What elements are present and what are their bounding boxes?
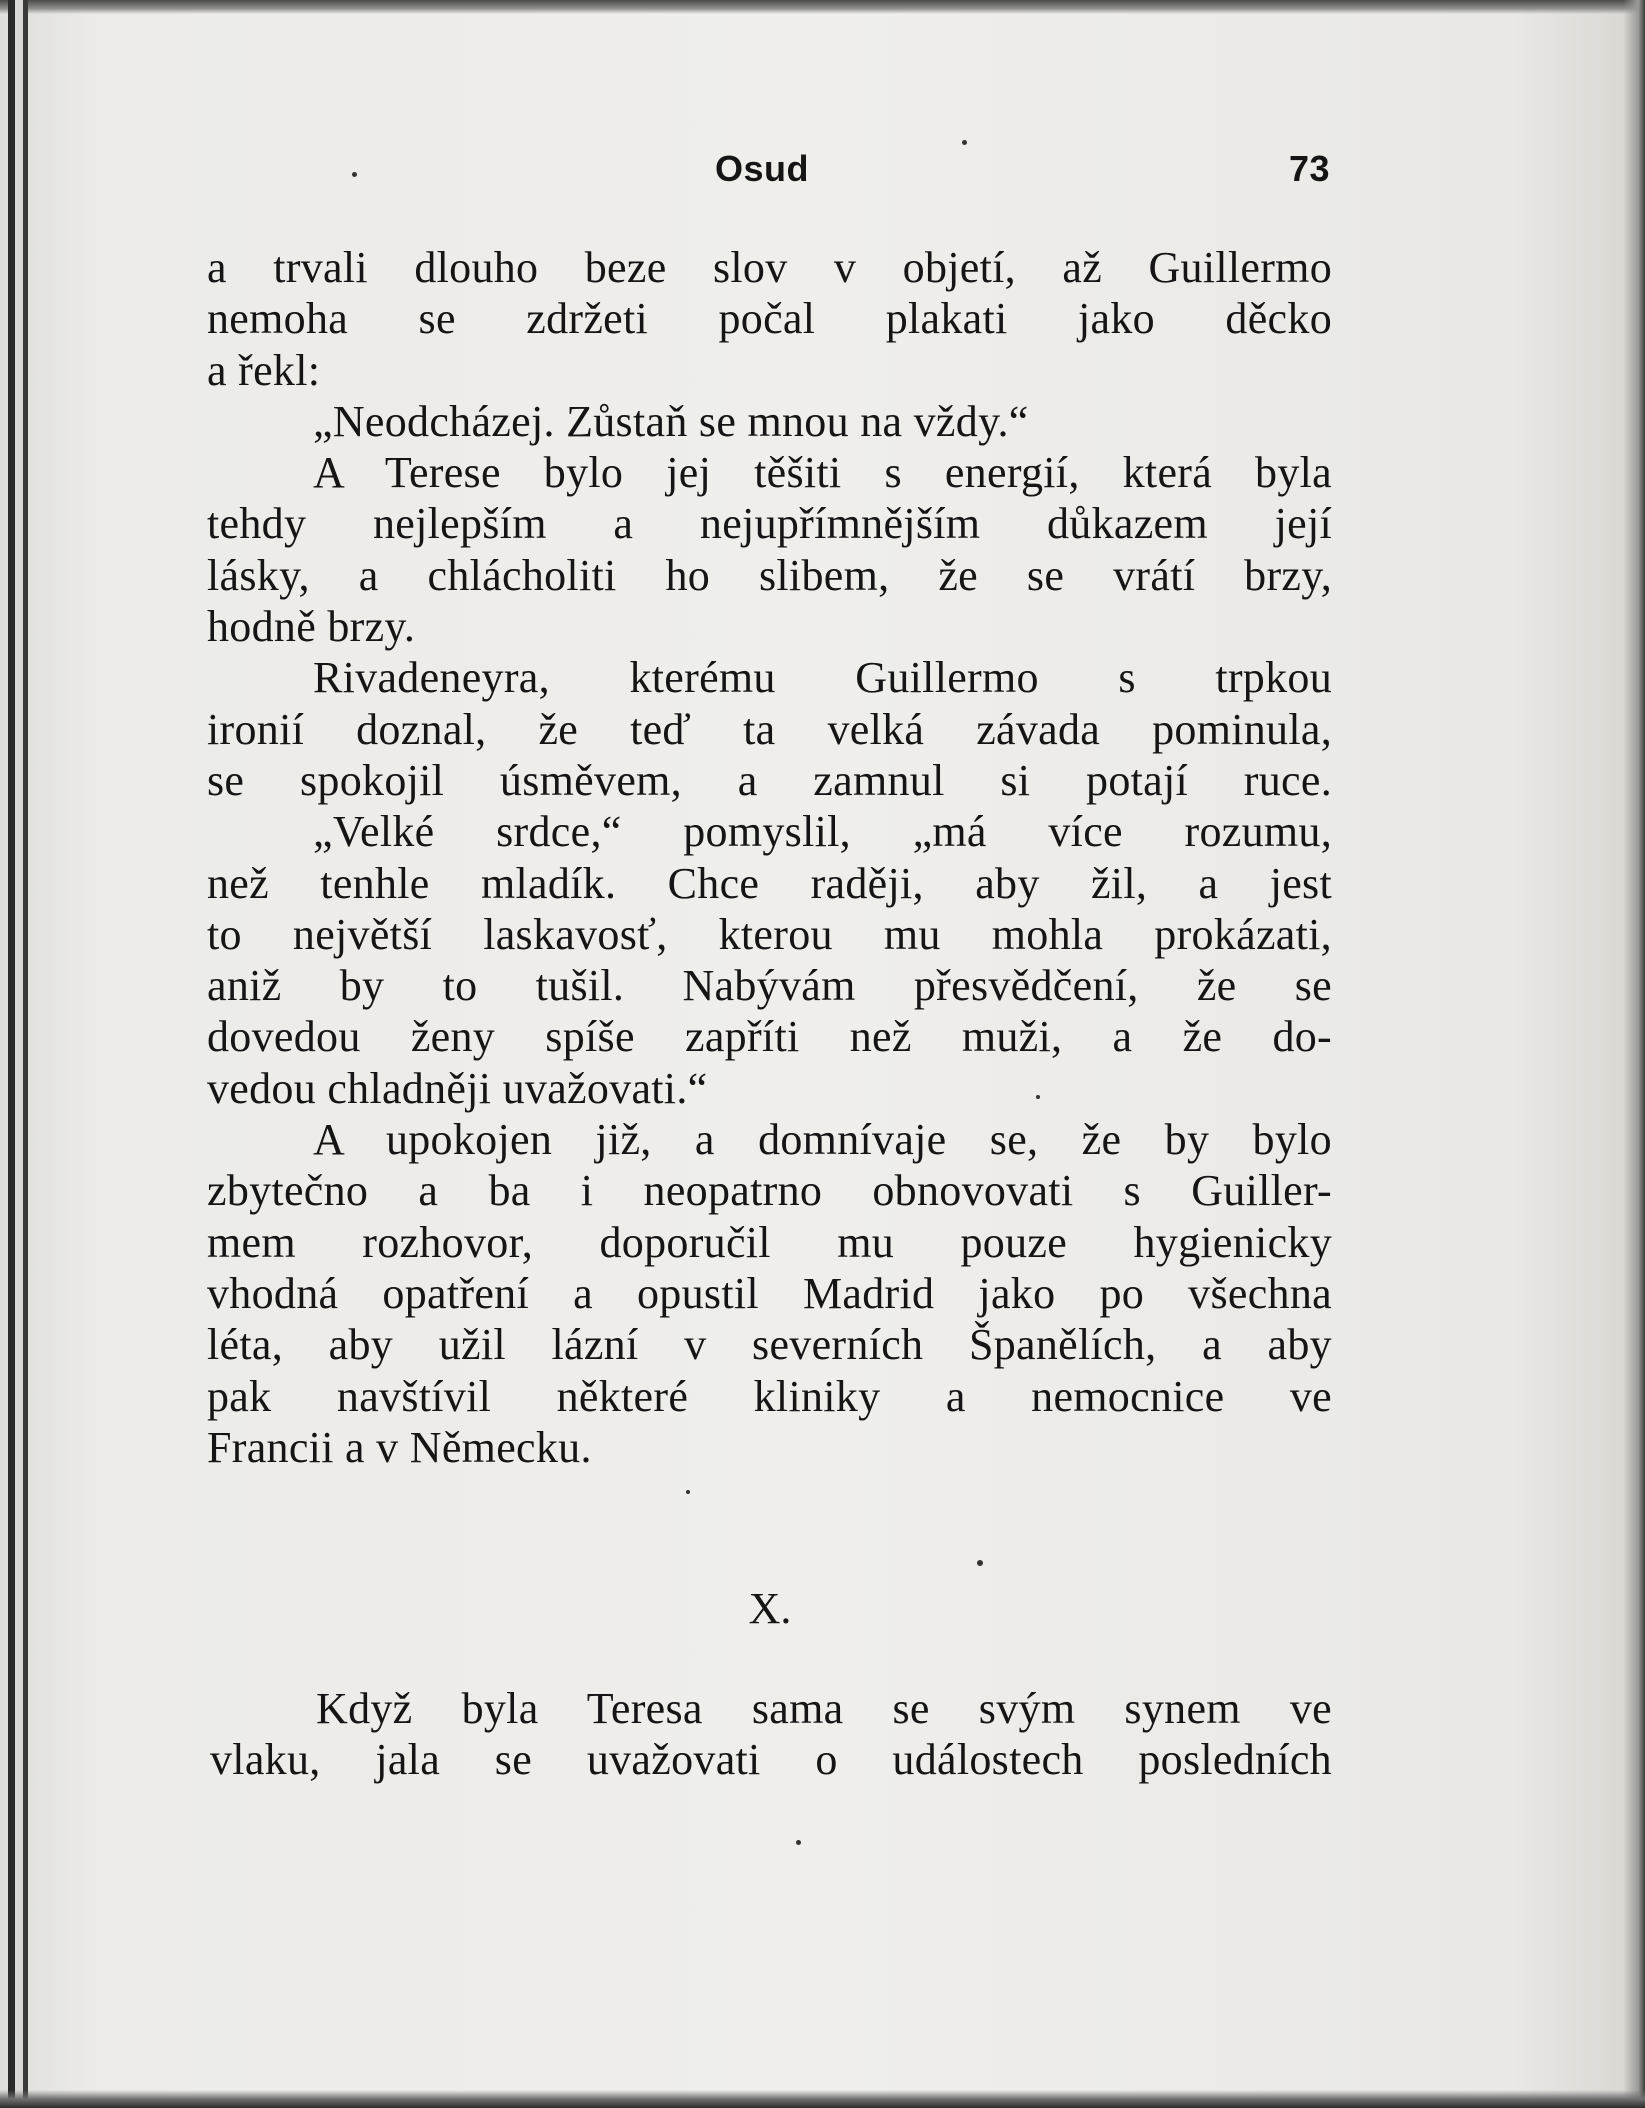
text-line: aniž by to tušil. Nabývám přesvědčení, že se [207,961,1332,1011]
text-line: A upokojen již, a domnívaje se, že by bylo [313,1115,1332,1165]
scan-speck [977,1560,983,1566]
scan-bottom-edge [0,2090,1645,2108]
body-text [207,242,1332,1473]
scan-binding-edge [8,0,28,2108]
text-line: lásky, a chlácholiti ho slibem, že se vrátí brzy, [207,550,1332,600]
text-line: zbytečno a ba i neopatrno obnovovati s Guiller- [207,1166,1332,1216]
text-line: vedou chladněji uvažovati.“ [207,1063,708,1113]
running-head-title: Osud [715,148,810,189]
chapter-opening-text [210,1683,1332,1786]
text-line: Francii a v Německu. [207,1422,592,1472]
text-line: léta, aby užil lázní v severních Španělích, a aby [207,1320,1332,1370]
text-line: Když byla Teresa sama se svým synem ve [316,1684,1332,1733]
running-head [205,148,1330,196]
text-line: „Neodcházej. Zůstaň se mnou na vždy.“ [313,396,1029,446]
text-line: vlaku, jala se uvažovati o událostech posledních [210,1735,1332,1785]
chapter-heading: X. [748,1584,792,1633]
text-line: hodně brzy. [207,602,416,652]
scan-speck [352,172,357,177]
text-line: „Velké srdce,“ pomyslil, „má více rozumu, [313,807,1332,857]
text-line: nemoha se zdržeti počal plakati jako děcko [207,294,1332,344]
text-line: pak navštívil některé kliniky a nemocnice ve [207,1371,1332,1421]
scan-speck [1036,1095,1040,1099]
scan-speck [962,140,967,145]
text-line: vhodná opatření a opustil Madrid jako po všechna [207,1268,1332,1318]
text-line: se spokojil úsměvem, a zamnul si potají ruce. [207,755,1332,805]
scan-speck [686,1490,690,1494]
text-line: dovedou ženy spíše zapříti než muži, a že do- [207,1012,1332,1062]
scan-right-edge [1623,0,1645,2108]
text-line: a trvali dlouho beze slov v objetí, až Guillermo [207,243,1332,292]
text-line: tehdy nejlepším a nejupřímnějším důkazem její [207,499,1332,549]
text-line: to největší laskavosť, kterou mu mohla prokázati, [207,909,1332,959]
text-line: a řekl: [207,345,321,395]
scan-top-edge [0,0,1645,14]
scan-speck [796,1840,801,1845]
page-number: 73 [1288,148,1330,189]
text-line: ironií doznal, že teď ta velká závada pominula, [207,704,1332,754]
text-line: mem rozhovor, doporučil mu pouze hygienicky [207,1217,1332,1267]
text-line: A Terese bylo jej těšiti s energií, která byla [313,448,1332,498]
text-line: než tenhle mladík. Chce raději, aby žil, a jest [207,858,1332,908]
text-line: Rivadeneyra, kterému Guillermo s trpkou [313,653,1332,703]
